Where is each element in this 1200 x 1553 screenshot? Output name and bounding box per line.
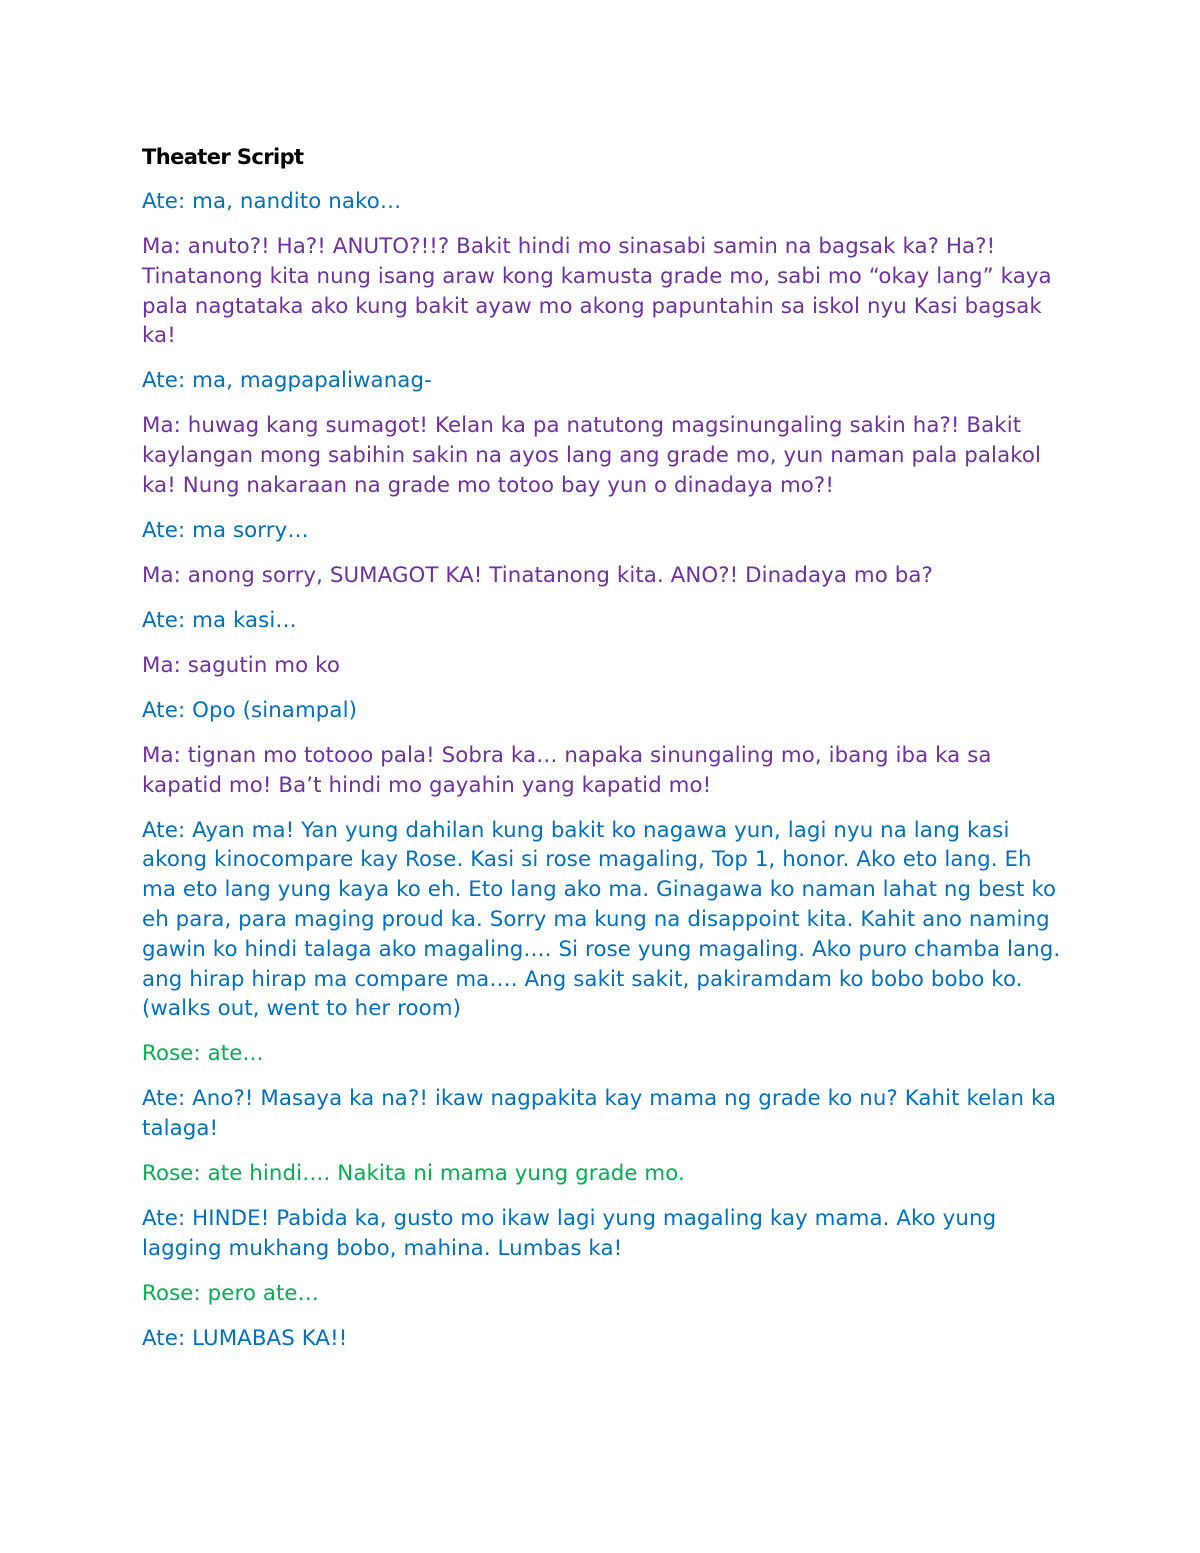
speaker-separator: :	[177, 1086, 193, 1112]
speaker-name: Ate	[142, 1086, 178, 1112]
speaker-name: Ate	[142, 817, 178, 843]
dialogue-line-ate	[142, 366, 1062, 396]
speaker-name: Rose	[142, 1041, 194, 1067]
script-body	[142, 142, 1062, 1369]
dialogue-line-ate	[142, 516, 1062, 546]
speaker-separator: :	[173, 742, 188, 768]
dialogue-text: huwag kang sumagot! Kelan ka pa natutong magsinungaling sakin ha?! Bakit kaylangan mong sabihin sakin na ayos lang ang grade mo, yun naman pala palakol ka! Nung nakaraan na grade mo totoo bay yun o dinadaya mo?!	[142, 413, 1042, 498]
speaker-separator: :	[177, 607, 193, 633]
dialogue-line-rose	[142, 1159, 1062, 1189]
speaker-name: Ate	[142, 1206, 178, 1232]
speaker-separator: :	[193, 1280, 208, 1306]
speaker-separator: :	[177, 1325, 193, 1351]
speaker-name: Ma	[142, 413, 174, 439]
speaker-name: Ma	[142, 652, 174, 678]
dialogue-text: anong sorry, SUMAGOT KA! Tinatanong kita. ANO?! Dinadaya mo ba?	[187, 562, 933, 588]
dialogue-line-ma	[142, 651, 1062, 681]
dialogue-text: sagutin mo ko	[187, 652, 340, 678]
dialogue-line-ate	[142, 606, 1062, 636]
dialogue-line-ma	[142, 411, 1062, 500]
speaker-separator: :	[173, 233, 188, 259]
dialogue-line-ma	[142, 741, 1062, 801]
speaker-name: Ma	[142, 562, 174, 588]
speaker-separator: :	[177, 817, 193, 843]
dialogue-text: tignan mo totooo pala! Sobra ka… napaka sinungaling mo, ibang iba ka sa kapatid mo! Ba’t hindi mo gayahin yang kapatid mo!	[142, 742, 992, 798]
dialogue-text: ma kasi…	[192, 607, 297, 633]
dialogue-text: ma, magpapaliwanag-	[192, 368, 432, 394]
speaker-separator: :	[177, 697, 193, 723]
speaker-separator: :	[173, 652, 188, 678]
dialogue-text: ma, nandito nako…	[192, 189, 402, 214]
speaker-separator: :	[173, 413, 188, 439]
dialogue-line-ate	[142, 696, 1062, 726]
dialogue-text: Ano?! Masaya ka na?! ikaw nagpakita kay mama ng grade ko nu? Kahit kelan ka talaga!	[142, 1086, 1057, 1142]
speaker-separator: :	[173, 562, 188, 588]
dialogue-line-ate	[142, 816, 1062, 1025]
dialogue-line-rose	[142, 1039, 1062, 1069]
dialogue-text: Opo (sinampal)	[192, 697, 358, 723]
speaker-separator: :	[177, 189, 193, 214]
dialogue-line-ate	[142, 187, 1062, 217]
dialogue-text: LUMABAS KA!!	[192, 1325, 348, 1351]
speaker-name: Ate	[142, 607, 178, 633]
dialogue-text: ma sorry…	[192, 517, 309, 543]
speaker-name: Ma	[142, 233, 174, 259]
speaker-name: Ate	[142, 697, 178, 723]
dialogue-text: pero ate…	[207, 1280, 320, 1306]
dialogue-line-rose	[142, 1279, 1062, 1309]
dialogue-text: HINDE! Pabida ka, gusto mo ikaw lagi yung magaling kay mama. Ako yung lagging mukhang bobo, mahina. Lumbas ka!	[142, 1206, 997, 1261]
dialogue-text: ate hindi…. Nakita ni mama yung grade mo.	[207, 1161, 685, 1187]
dialogue-line-ma	[142, 561, 1062, 591]
dialogue-line-ate	[142, 1204, 1062, 1264]
dialogue-line-ate	[142, 1324, 1062, 1354]
speaker-name: Ate	[142, 189, 178, 214]
dialogue-list	[142, 187, 1062, 1354]
speaker-name: Ate	[142, 517, 178, 543]
dialogue-line-ate	[142, 1084, 1062, 1144]
speaker-name: Rose	[142, 1161, 194, 1187]
dialogue-text: anuto?! Ha?! ANUTO?!!? Bakit hindi mo sinasabi samin na bagsak ka? Ha?! Tinatanong kita nung isang araw kong kamusta grade mo, sabi mo “okay lang” kaya pala nagtataka ako kung bakit ayaw mo akong papuntahin sa iskol nyu Kasi bagsak ka!	[142, 233, 1052, 349]
speaker-separator: :	[177, 1206, 193, 1232]
speaker-name: Ate	[142, 1325, 178, 1351]
speaker-separator: :	[193, 1041, 208, 1067]
speaker-name: Rose	[142, 1280, 194, 1306]
speaker-name: Ma	[142, 742, 174, 768]
dialogue-text: Ayan ma! Yan yung dahilan kung bakit ko nagawa yun, lagi nyu na lang kasi akong kinocompare kay Rose. Kasi si rose magaling, Top 1, honor. Ako eto lang. Eh ma eto lang yung kaya ko eh. Eto lang ako ma. Ginagawa ko naman lahat ng best ko eh para, para maging proud ka. Sorry ma kung na disappoint kita. Kahit ano naming gawin ko hindi talaga ako magaling…. Si rose yung magaling. Ako puro chamba lang. ang hirap hirap ma compare ma…. Ang sakit sakit, pakiramdam ko bobo bobo ko. (walks out, went to her room)	[142, 817, 1061, 1022]
speaker-separator: :	[177, 517, 193, 543]
speaker-separator: :	[177, 368, 193, 394]
dialogue-text: ate…	[207, 1041, 264, 1067]
document-title: Theater Script	[142, 145, 304, 169]
speaker-separator: :	[193, 1161, 208, 1187]
dialogue-line-ma	[142, 232, 1062, 351]
speaker-name: Ate	[142, 368, 178, 394]
